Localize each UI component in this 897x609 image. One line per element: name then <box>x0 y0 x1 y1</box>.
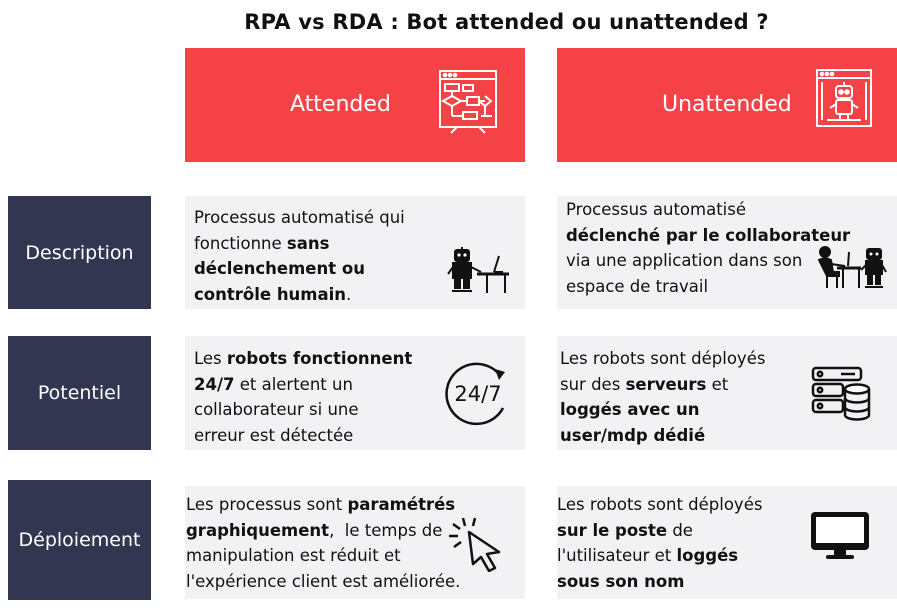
cell-potentiel-unattended <box>557 336 897 450</box>
cell-text <box>194 205 405 307</box>
text-line <box>194 372 412 398</box>
row-label-description: Description <box>8 196 151 309</box>
text-segment: fonctionne <box>194 233 287 253</box>
text-line <box>194 346 412 372</box>
cell-potentiel-attended <box>185 336 525 450</box>
text-segment: graphiquement <box>186 520 330 540</box>
cell-description-unattended <box>557 196 897 309</box>
text-segment: serveurs <box>625 374 707 394</box>
text-segment: sur des <box>560 374 626 394</box>
text-line <box>557 518 762 544</box>
text-line <box>560 423 765 449</box>
text-segment: et alertent un <box>234 374 353 394</box>
text-segment: déclenché par le collaborateur <box>566 225 851 245</box>
text-segment: contrôle humain <box>194 284 347 304</box>
text-line <box>560 372 765 398</box>
row-label-potentiel: Potentiel <box>8 336 151 450</box>
text-line <box>186 518 460 544</box>
text-line <box>186 492 460 518</box>
text-line <box>560 397 765 423</box>
page-title: RPA vs RDA : Bot attended ou unattended ? <box>244 10 769 34</box>
text-line <box>557 492 762 518</box>
text-line <box>194 423 412 449</box>
text-line <box>557 569 762 595</box>
column-header-unattended <box>557 48 897 162</box>
text-segment: collaborateur si une <box>194 400 359 419</box>
column-header-attended <box>185 48 525 162</box>
text-segment: via une application dans son <box>566 251 803 270</box>
text-segment: , le temps de <box>329 520 443 540</box>
flowchart-board-icon <box>437 68 499 134</box>
text-line <box>194 397 412 423</box>
text-segment: loggés <box>676 546 739 565</box>
text-segment: Les <box>194 349 227 368</box>
text-line <box>557 543 762 569</box>
text-segment: sans <box>286 233 330 253</box>
text-line <box>194 256 405 282</box>
cell-text <box>566 197 850 299</box>
text-line <box>560 346 765 372</box>
text-segment: Les robots sont déployés <box>560 349 766 368</box>
text-line <box>566 223 850 249</box>
text-line <box>566 274 850 300</box>
text-segment: Les robots sont déployés <box>557 495 763 514</box>
text-line <box>566 197 850 223</box>
text-segment: . <box>346 284 352 304</box>
text-line <box>194 205 405 231</box>
person-and-robot-desk-icon <box>815 246 887 290</box>
24-7-icon <box>443 358 515 430</box>
text-line <box>566 248 850 274</box>
text-segment: 24/7 <box>194 374 235 394</box>
cell-deploiement-attended <box>185 486 525 599</box>
cell-text <box>194 346 412 448</box>
cell-text <box>186 492 460 594</box>
text-line <box>194 231 405 257</box>
cell-deploiement-unattended <box>557 486 897 599</box>
text-segment: et <box>706 374 729 394</box>
monitor-icon <box>809 510 871 562</box>
text-line <box>194 282 405 308</box>
text-segment: Processus automatisé <box>566 200 747 219</box>
text-segment: de <box>667 520 693 540</box>
server-database-icon <box>811 364 871 422</box>
text-segment: Processus automatisé qui <box>194 208 405 227</box>
text-segment: Les processus sont <box>186 495 348 514</box>
cell-description-attended <box>185 196 525 309</box>
text-segment: espace de travail <box>566 276 709 296</box>
24-7-icon-text: 24/7 <box>454 382 502 406</box>
robot-at-desk-icon <box>447 246 511 294</box>
text-segment: erreur est détectée <box>194 425 354 445</box>
text-segment: sous son nom <box>557 571 685 591</box>
robot-screen-icon <box>815 68 873 130</box>
text-line <box>186 569 460 595</box>
text-segment: robots fonctionnent <box>226 349 413 368</box>
text-segment: paramétrés <box>347 495 456 514</box>
text-segment: sur le poste <box>557 520 668 540</box>
text-line <box>186 543 460 569</box>
text-segment: l'expérience client est améliorée. <box>186 571 461 591</box>
text-segment: loggés avec un <box>560 400 700 419</box>
cursor-click-icon <box>447 514 507 572</box>
text-segment: manipulation est réduit et <box>186 546 401 565</box>
cell-text <box>560 346 765 448</box>
column-header-label: Unattended <box>662 92 792 117</box>
text-segment: déclenchement ou <box>194 259 365 278</box>
row-label-deploiement: Déploiement <box>8 480 151 600</box>
text-segment: user/mdp dédié <box>560 425 706 445</box>
text-segment: l'utilisateur et <box>557 546 677 565</box>
cell-text <box>557 492 762 594</box>
column-header-label: Attended <box>290 92 391 117</box>
